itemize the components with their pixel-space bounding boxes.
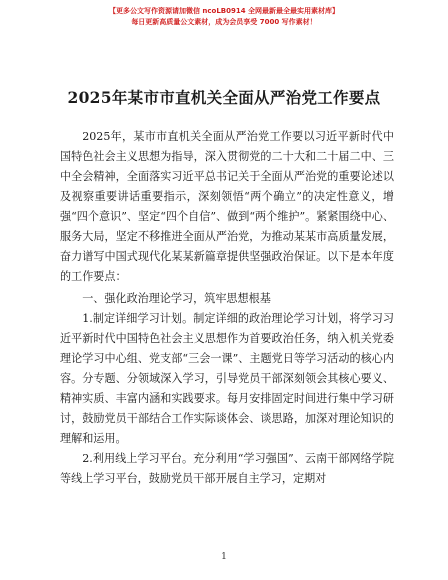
promo-banner-line-2: 每日更新高质量公文素材，成为会员享受 7000 写作素材！ <box>131 18 317 26</box>
document-body <box>60 127 394 489</box>
intro-paragraph: 2025年，某市市直机关全面从严治党工作要以习近平新时代中国特色社会主义思想为指导，深入贯彻党的二十大和二十届二中、三中全会精神，全面落实习近平总书记关于全面从严治党的重要论述以及视察重要讲话重要指示，深刻领悟“两个确立”的决定性意义，增强“四个意识”、坚定“四个自信”、做到“两个维护”。紧紧围绕中心、服务大局，坚定不移推进全面从严治党，为推动某某市高质量发展，奋力谱写中国式现代化某某新篇章提供坚强政治保证。以下是本年度的工作要点： <box>60 130 394 283</box>
page-number: 1 <box>221 552 227 562</box>
promo-banner-line-1: 【更多公文写作资源请加微信 ncoLB0914 全网最新最全最实用素材库】 <box>108 7 340 15</box>
section-heading: 一、强化政治理论学习，筑牢思想根基 <box>82 292 271 305</box>
list-item-2: 2.利用线上学习平台。充分利用“学习强国”、云南干部网络学院等线上学习平台，鼓励党员干部开展自主学习，定期对 <box>60 452 394 485</box>
document-title: 2025年某市市直机关全面从严治党工作要点 <box>67 88 381 107</box>
list-item-1: 1.制定详细学习计划。制定详细的政治理论学习计划，将学习习近平新时代中国特色社会主义思想作为首要政治任务，纳入机关党委理论学习中心组、党支部“三会一课”、主题党日等学习活动的核心内容。分专题、分领域深入学习，引导党员干部深刻领会其核心要义、精神实质、丰富内涵和实践要求。每月安排固定时间进行集中学习研讨，鼓励党员干部结合工作实际谈体会、谈思路，加深对理论知识的理解和运用。 <box>60 312 394 445</box>
